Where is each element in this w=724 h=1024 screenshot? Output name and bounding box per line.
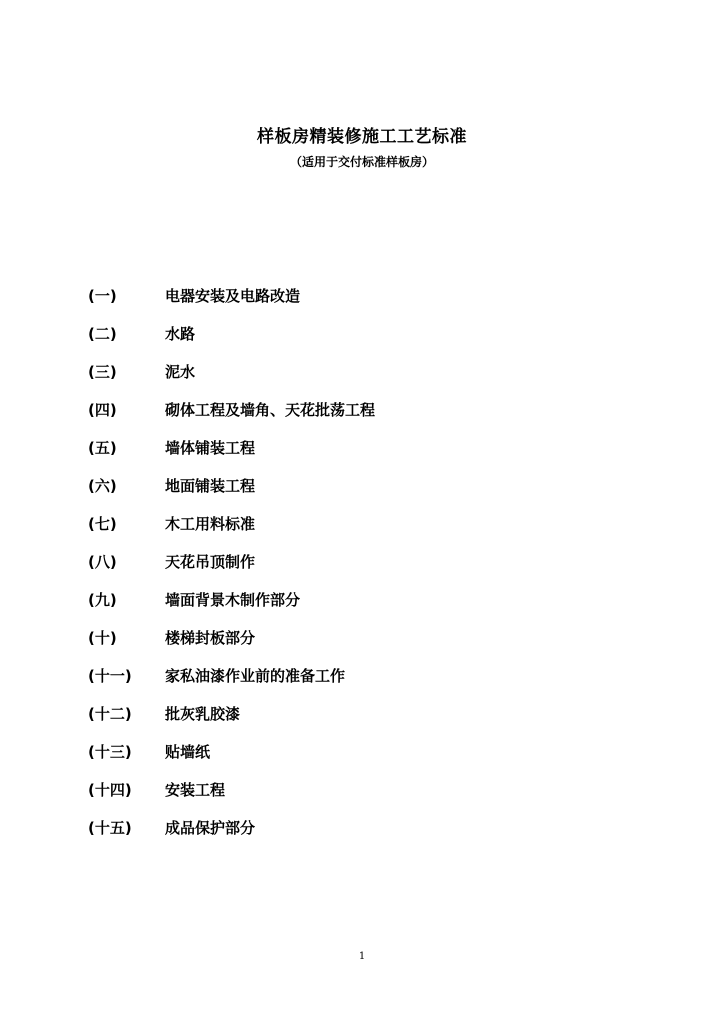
toc-item-number: (十) bbox=[88, 628, 117, 647]
toc-item-label: 贴墙纸 bbox=[165, 742, 211, 761]
toc-item bbox=[88, 694, 375, 732]
toc-item-number: (四) bbox=[88, 400, 117, 419]
toc-item bbox=[88, 314, 375, 352]
toc-item-label: 电器安装及电路改造 bbox=[165, 286, 301, 305]
toc-item-label: 墙面背景木制作部分 bbox=[165, 590, 301, 609]
document-title: 样板房精装修施工工艺标准 bbox=[257, 127, 467, 147]
toc-item bbox=[88, 504, 375, 542]
toc-item-number: (三) bbox=[88, 362, 117, 381]
toc-item bbox=[88, 732, 375, 770]
toc-item bbox=[88, 428, 375, 466]
toc-item bbox=[88, 352, 375, 390]
toc-item bbox=[88, 770, 375, 808]
toc-item-label: 家私油漆作业前的准备工作 bbox=[165, 666, 346, 685]
toc-item-label: 木工用料标准 bbox=[165, 514, 256, 533]
toc-item-label: 批灰乳胶漆 bbox=[165, 704, 241, 723]
toc-item-label: 成品保护部分 bbox=[165, 818, 256, 837]
toc-item-label: 安装工程 bbox=[165, 780, 226, 799]
toc-item bbox=[88, 276, 375, 314]
toc-item-number: (九) bbox=[88, 590, 117, 609]
toc-item bbox=[88, 466, 375, 504]
toc-item bbox=[88, 542, 375, 580]
table-of-contents bbox=[88, 276, 375, 846]
toc-item-number: (一) bbox=[88, 286, 117, 305]
toc-item-number: (二) bbox=[88, 324, 117, 343]
toc-item bbox=[88, 390, 375, 428]
toc-item bbox=[88, 808, 375, 846]
toc-item-number: (六) bbox=[88, 476, 117, 495]
toc-item-label: 水路 bbox=[165, 324, 196, 343]
toc-item-number: (十四) bbox=[88, 780, 132, 799]
toc-item-label: 泥水 bbox=[165, 362, 196, 381]
toc-item-label: 地面铺装工程 bbox=[165, 476, 256, 495]
toc-item-number: (八) bbox=[88, 552, 117, 571]
toc-item-number: (十五) bbox=[88, 818, 132, 837]
toc-item bbox=[88, 656, 375, 694]
toc-item bbox=[88, 618, 375, 656]
toc-item-number: (七) bbox=[88, 514, 117, 533]
toc-item-label: 砌体工程及墙角、天花批荡工程 bbox=[165, 400, 376, 419]
toc-item bbox=[88, 580, 375, 618]
toc-item-number: (五) bbox=[88, 438, 117, 457]
toc-item-number: (十二) bbox=[88, 704, 132, 723]
toc-item-label: 楼梯封板部分 bbox=[165, 628, 256, 647]
toc-item-number: (十三) bbox=[88, 742, 132, 761]
document-subtitle: （适用于交付标准样板房） bbox=[289, 155, 434, 169]
toc-item-label: 墙体铺装工程 bbox=[165, 438, 256, 457]
toc-item-label: 天花吊顶制作 bbox=[165, 552, 256, 571]
toc-item-number: (十一) bbox=[88, 666, 132, 685]
page-number: 1 bbox=[358, 951, 366, 962]
